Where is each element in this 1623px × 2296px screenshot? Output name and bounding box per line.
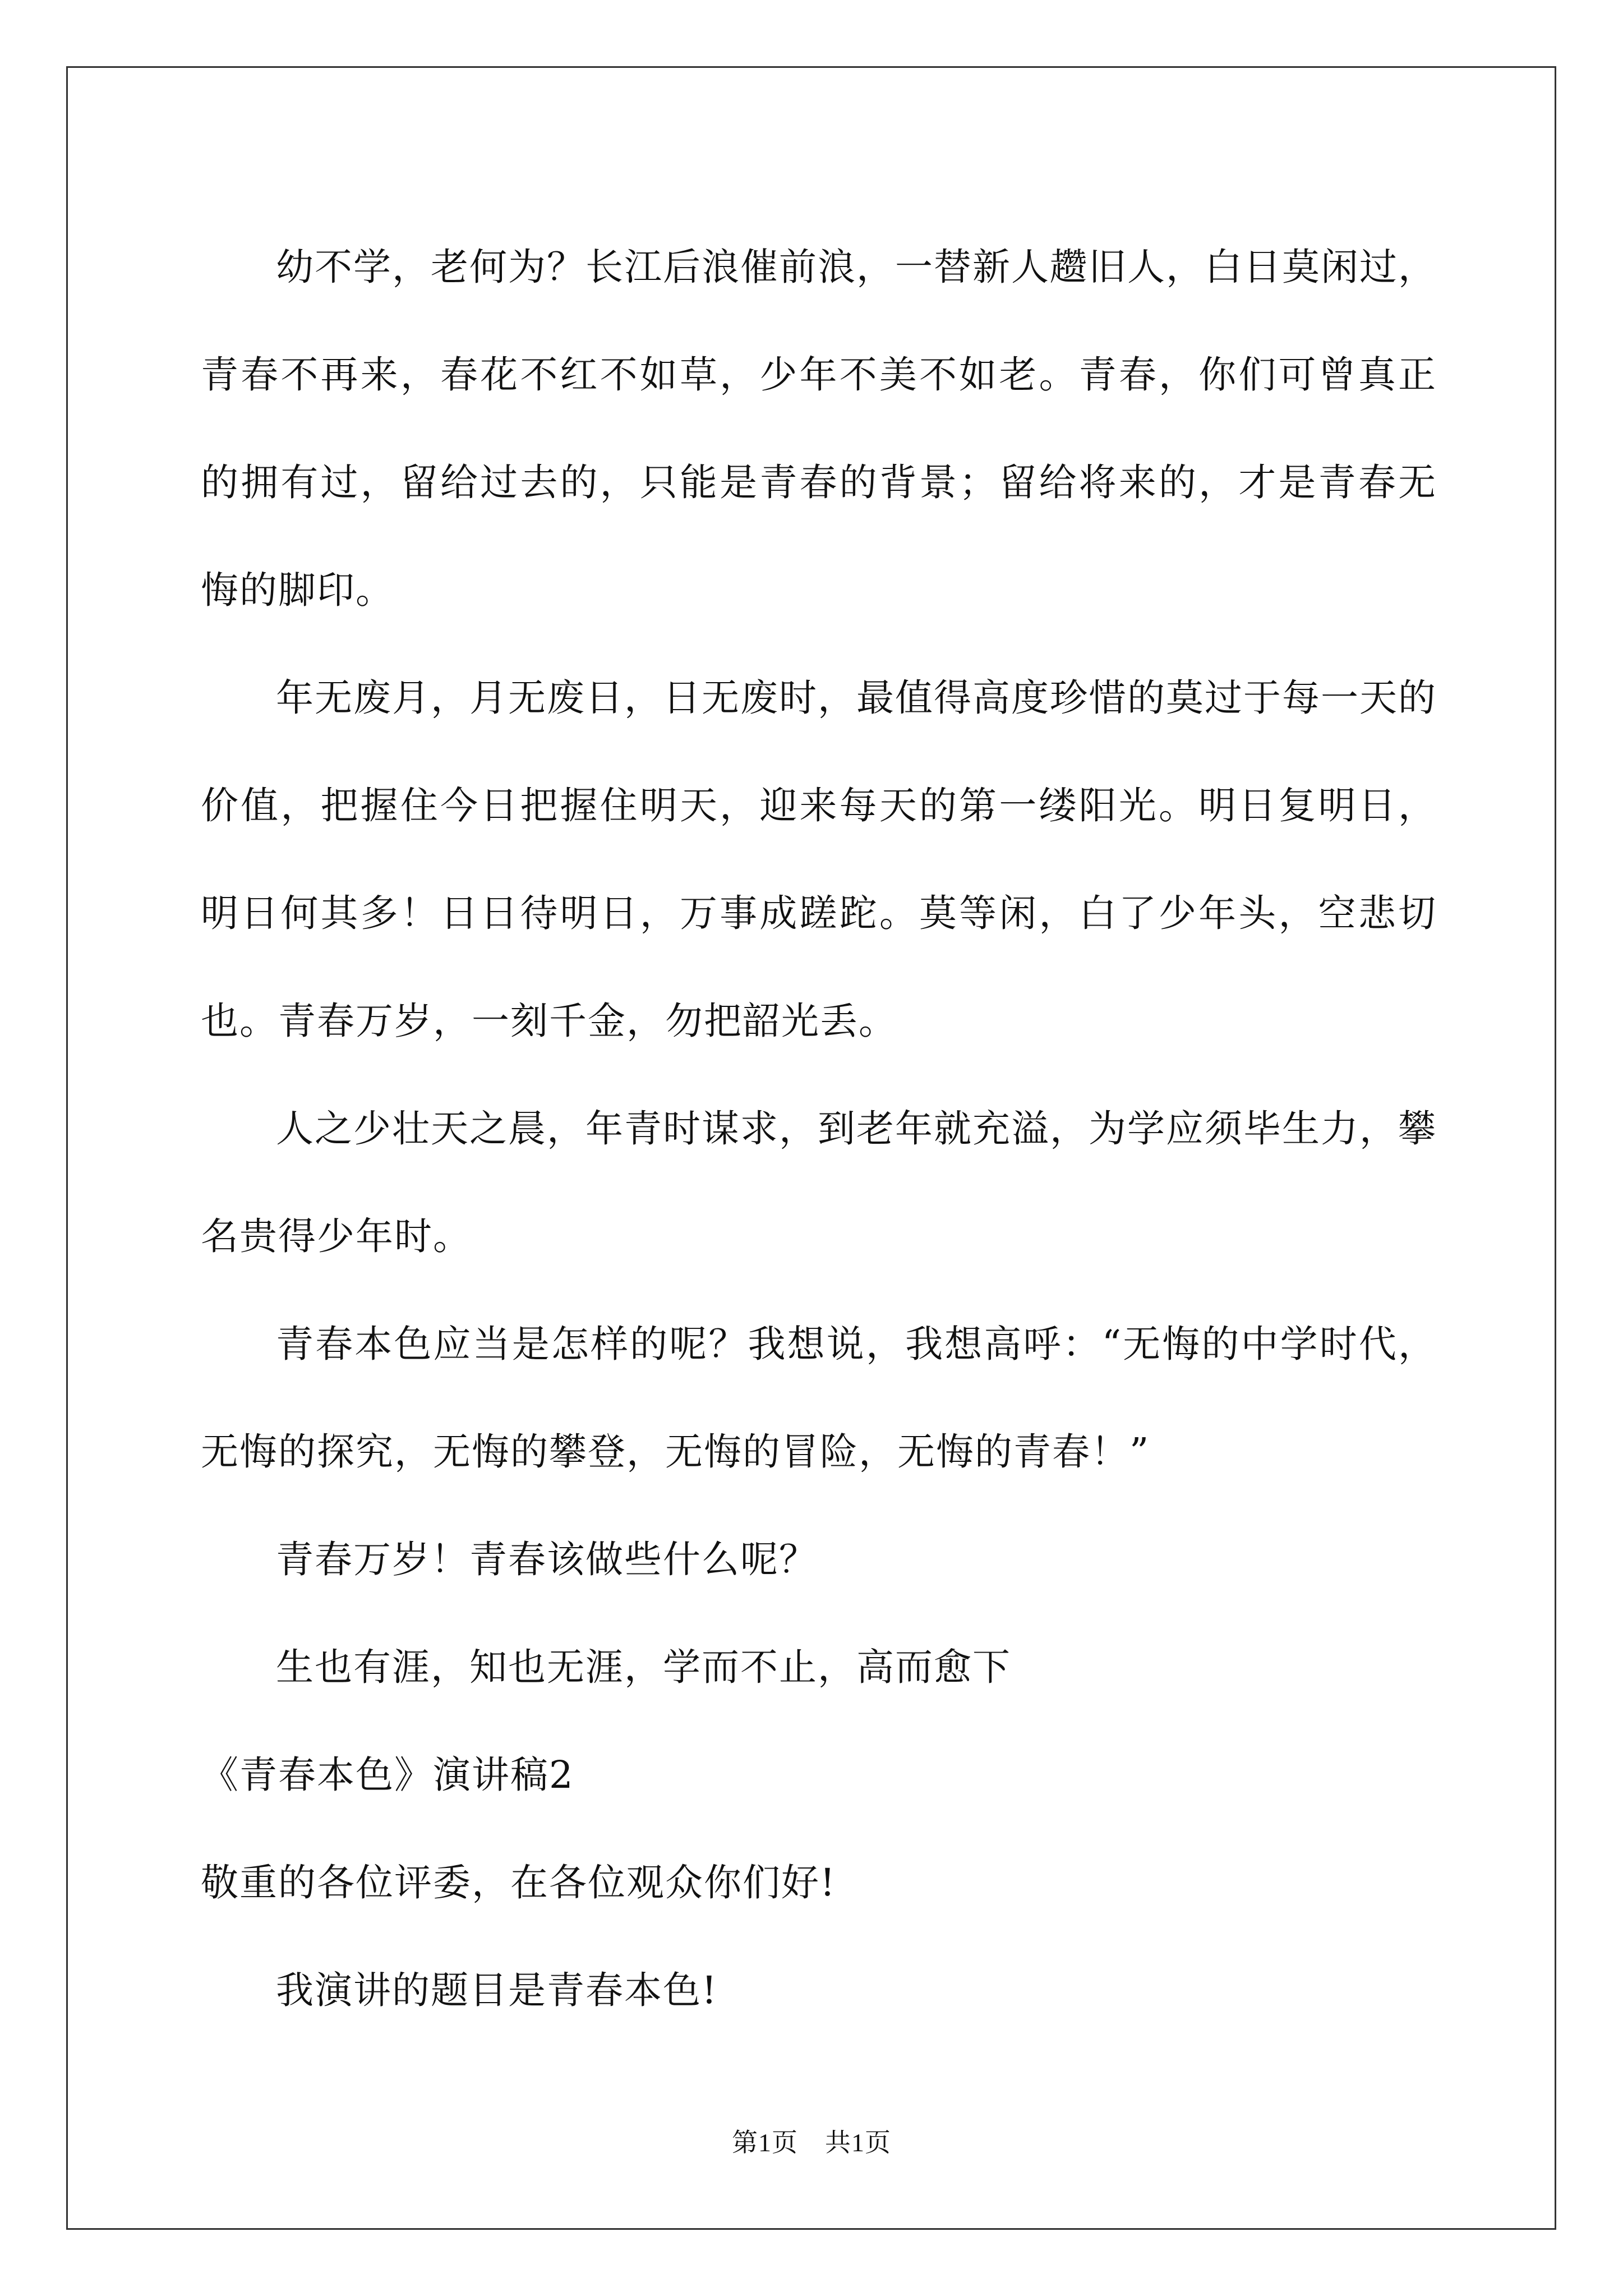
topic-line: 我演讲的题目是青春本色!: [276, 1968, 718, 2012]
paragraph-endless-learning: 生也有涯，知也无涯，学而不止，高而愈下: [276, 1645, 1011, 1689]
page-number: 第1页: [732, 2128, 798, 2157]
paragraph-learning-youth: 人之少壮天之晨，年青时谋求，到老年就充溢，为学应须毕生力，攀名贵得少年时。: [201, 1107, 1437, 1258]
section-title: 《青春本色》演讲稿2: [201, 1753, 574, 1797]
paragraph-youth-color: 青春本色应当是怎样的呢？我想说，我想高呼：“无悔的中学时代，无悔的探究，无悔的攀登，无悔的冒险，无悔的青春！”: [201, 1322, 1437, 1474]
paragraph-long-live-youth: 青春万岁！青春该做些什么呢？: [276, 1538, 818, 1581]
page-total: 共1页: [825, 2128, 891, 2157]
paragraph-cherish-time: 年无废月，月无废日，日无废时，最值得高度珍惜的莫过于每一天的价值，把握住今日把握住明天，迎来每天的第一缕阳光。明日复明日，明日何其多！日日待明日，万事成蹉跎。莫等闲，白了少年头，空悲切也。青春万岁，一刻千金，勿把韶光丢。: [201, 676, 1437, 1043]
page-footer: [0, 2126, 1623, 2160]
greeting-line: 敬重的各位评委，在各位观众你们好!: [201, 1861, 836, 1904]
document-body: [201, 213, 1437, 2044]
paragraph-youth-regret: 幼不学，老何为？长江后浪催前浪，一替新人趱旧人，白日莫闲过，青春不再来，春花不红不如草，少年不美不如老。青春，你们可曾真正的拥有过，留给过去的，只能是青春的背景；留给将来的，才是青春无悔的脚印。: [201, 245, 1437, 612]
